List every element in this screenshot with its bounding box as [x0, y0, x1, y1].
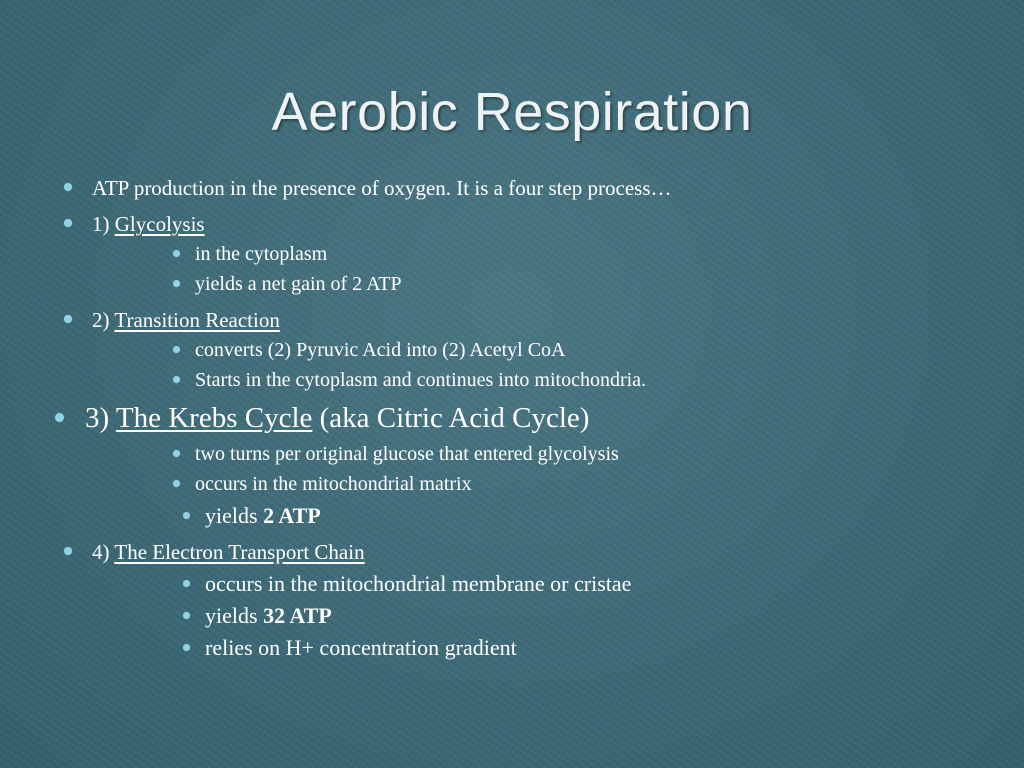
slide-title: Aerobic Respiration: [271, 82, 753, 142]
step-2-point-2: [195, 369, 646, 392]
step-1-point-1: [195, 243, 327, 266]
step-3-suffix: (aka Citric Acid Cycle): [312, 402, 590, 434]
step-2-point-2-text: Starts in the cytoplasm and continues into mitochondria.: [195, 369, 647, 391]
bullet-step-3: [85, 402, 589, 435]
step-1-prefix: 1): [92, 212, 115, 236]
round-bullet-icon: [64, 183, 72, 191]
round-bullet-icon: [64, 547, 72, 555]
round-bullet-icon: [183, 580, 190, 587]
step-4-yield-prefix: yields: [205, 603, 264, 628]
step-2-point-1: [195, 339, 566, 362]
round-bullet-icon: [55, 413, 64, 422]
round-bullet-icon: [173, 250, 180, 257]
bullet-step-2: [92, 308, 280, 333]
step-3-point-1: [195, 443, 619, 466]
step-4-name: The Electron Transport Chain: [114, 540, 365, 564]
step-3-point-1-text: two turns per original glucose that entered glycolysis: [195, 443, 619, 465]
step-2-prefix: 2): [92, 308, 115, 332]
round-bullet-icon: [173, 450, 180, 457]
step-1-name: Glycolysis: [114, 212, 205, 236]
step-3-name: The Krebs Cycle: [115, 402, 313, 434]
step-2-point-1-text: converts (2) Pyruvic Acid into (2) Acetyl CoA: [195, 339, 566, 361]
step-4-point-1-text: occurs in the mitochondrial membrane or cristae: [205, 571, 632, 596]
bullet-step-4: [92, 540, 365, 565]
round-bullet-icon: [183, 612, 190, 619]
step-4-yield: [205, 603, 332, 629]
round-bullet-icon: [173, 346, 180, 353]
step-3-yield: [205, 503, 321, 529]
step-3-yield-prefix: yields: [205, 503, 264, 528]
step-4-prefix: 4): [92, 540, 115, 564]
step-3-prefix: 3): [85, 402, 116, 434]
step-1-point-2: [195, 273, 402, 296]
step-3-yield-value: 2 ATP: [263, 503, 321, 528]
step-2-name: Transition Reaction: [114, 308, 280, 332]
step-1-point-1-text: in the cytoplasm: [195, 243, 328, 265]
round-bullet-icon: [64, 315, 72, 323]
step-4-yield-value: 32 ATP: [263, 603, 332, 628]
round-bullet-icon: [183, 512, 190, 519]
round-bullet-icon: [64, 219, 72, 227]
round-bullet-icon: [183, 644, 190, 651]
round-bullet-icon: [173, 376, 180, 383]
step-3-point-2-text: occurs in the mitochondrial matrix: [195, 473, 472, 495]
step-1-point-2-text: yields a net gain of 2 ATP: [195, 273, 402, 295]
step-4-point-3: [205, 635, 517, 661]
step-3-point-2: [195, 473, 472, 496]
bullet-step-1: [92, 212, 205, 237]
bullet-intro: [92, 176, 672, 201]
step-4-point-1: [205, 571, 631, 597]
round-bullet-icon: [173, 480, 180, 487]
step-4-point-3-text: relies on H+ concentration gradient: [205, 635, 517, 660]
intro-text: ATP production in the presence of oxygen. It is a four step process…: [92, 176, 672, 200]
round-bullet-icon: [173, 280, 180, 287]
